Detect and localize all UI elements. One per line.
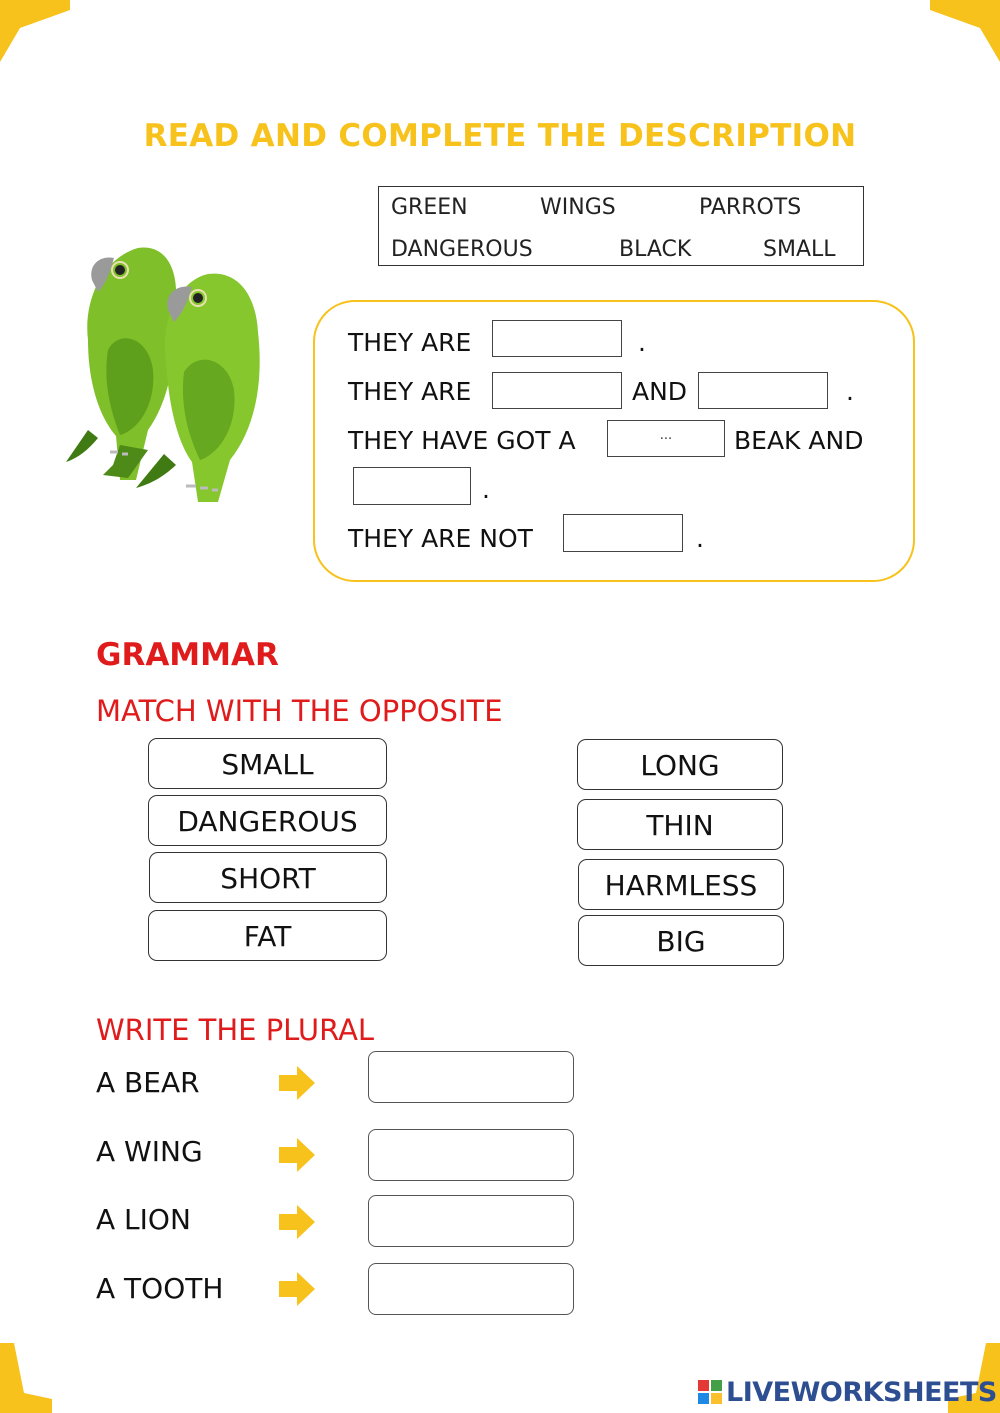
word-bank-item: PARROTS <box>699 195 802 220</box>
plural-heading: WRITE THE PLURAL <box>96 1013 375 1047</box>
corner-top-left-icon <box>0 0 70 70</box>
liveworksheets-logo: LIVEWORKSHEETS <box>726 1377 997 1408</box>
answer-blank-4[interactable]: ... <box>607 420 725 457</box>
word-bank-item: GREEN <box>391 195 468 220</box>
sentence-2-text: THEY ARE <box>348 377 472 406</box>
match-right-item[interactable]: THIN <box>577 799 783 850</box>
match-left-item[interactable]: FAT <box>148 910 387 961</box>
match-right-item[interactable]: HARMLESS <box>578 859 784 910</box>
answer-blank-2[interactable] <box>492 372 622 409</box>
sentence-5-dot: . <box>696 524 704 553</box>
plural-answer-box[interactable] <box>368 1129 574 1181</box>
sentence-3-text: THEY HAVE GOT A <box>348 426 576 455</box>
word-bank-item: DANGEROUS <box>391 237 533 262</box>
plural-answer-box[interactable] <box>368 1051 574 1103</box>
answer-blank-6[interactable] <box>563 514 683 552</box>
match-left-item[interactable]: SHORT <box>149 852 387 903</box>
match-left-item[interactable]: DANGEROUS <box>148 795 387 846</box>
sentence-3-beak: BEAK AND <box>734 426 864 455</box>
word-bank <box>378 186 864 266</box>
grammar-heading: GRAMMAR <box>96 637 279 673</box>
word-bank-item: WINGS <box>540 195 616 220</box>
parrots-illustration <box>58 240 288 505</box>
sentence-4-dot: . <box>482 475 490 504</box>
word-bank-item: BLACK <box>619 237 692 262</box>
sentence-2-and: AND <box>632 377 688 406</box>
match-left-item[interactable]: SMALL <box>148 738 387 789</box>
liveworksheets-logo-icon <box>698 1380 722 1404</box>
sentence-5-text: THEY ARE NOT <box>348 524 533 553</box>
corner-bottom-left-icon <box>0 1343 70 1413</box>
plural-item-label: A TOOTH <box>96 1272 224 1305</box>
plural-item-label: A BEAR <box>96 1066 200 1099</box>
right-arrow-icon <box>279 1205 315 1239</box>
right-arrow-icon <box>279 1272 315 1306</box>
match-right-item[interactable]: BIG <box>578 915 784 966</box>
match-heading: MATCH WITH THE OPPOSITE <box>96 694 503 728</box>
corner-top-right-icon <box>930 0 1000 70</box>
page-title: READ AND COMPLETE THE DESCRIPTION <box>143 118 857 154</box>
right-arrow-icon <box>279 1138 315 1172</box>
plural-item-label: A LION <box>96 1203 191 1236</box>
plural-answer-box[interactable] <box>368 1195 574 1247</box>
plural-item-label: A WING <box>96 1135 203 1168</box>
answer-blank-3[interactable] <box>698 372 828 409</box>
right-arrow-icon <box>279 1066 315 1100</box>
sentence-2-dot: . <box>846 377 854 406</box>
match-right-item[interactable]: LONG <box>577 739 783 790</box>
answer-blank-1[interactable] <box>492 320 622 357</box>
answer-blank-5[interactable] <box>353 467 471 505</box>
plural-answer-box[interactable] <box>368 1263 574 1315</box>
word-bank-item: SMALL <box>763 237 836 262</box>
sentence-1-text: THEY ARE <box>348 328 472 357</box>
sentence-1-dot: . <box>638 328 646 357</box>
